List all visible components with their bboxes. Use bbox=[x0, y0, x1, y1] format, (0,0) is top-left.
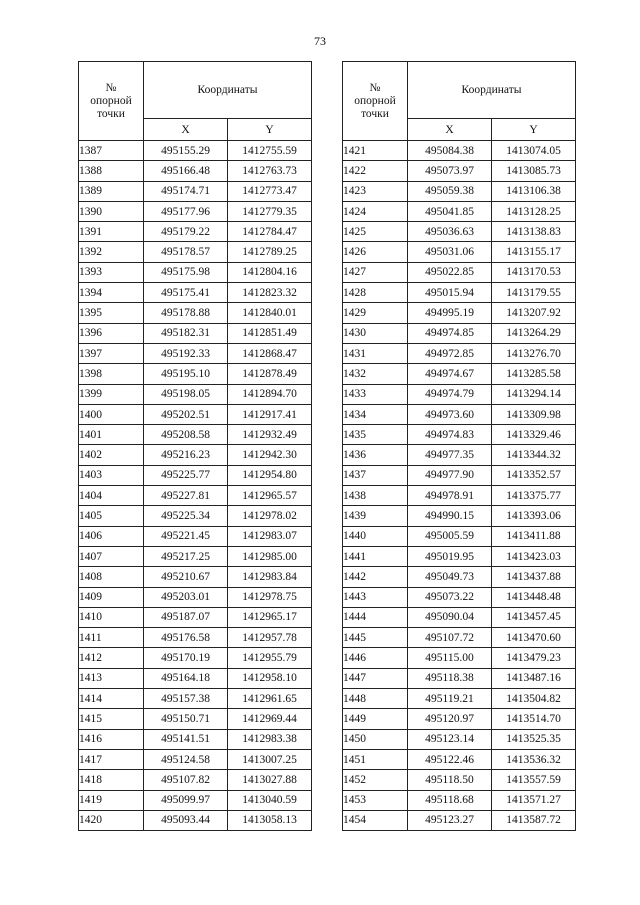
cell-point-number: 1427 bbox=[343, 262, 408, 282]
table-row bbox=[343, 709, 576, 729]
table-row bbox=[343, 222, 576, 242]
cell-point-number: 1419 bbox=[79, 790, 144, 810]
header-point-number bbox=[343, 62, 408, 141]
cell-x: 495073.22 bbox=[408, 587, 492, 607]
cell-y: 1413470.60 bbox=[492, 628, 576, 648]
cell-x: 495208.58 bbox=[144, 425, 228, 445]
cell-x: 495041.85 bbox=[408, 201, 492, 221]
cell-point-number: 1452 bbox=[343, 770, 408, 790]
table-row bbox=[343, 283, 576, 303]
cell-x: 494974.83 bbox=[408, 425, 492, 445]
cell-point-number: 1430 bbox=[343, 323, 408, 343]
cell-point-number: 1409 bbox=[79, 587, 144, 607]
cell-point-number: 1440 bbox=[343, 526, 408, 546]
cell-x: 495227.81 bbox=[144, 486, 228, 506]
table-row bbox=[79, 526, 312, 546]
header-point-number bbox=[79, 62, 144, 141]
cell-x: 495123.14 bbox=[408, 729, 492, 749]
cell-y: 1413487.16 bbox=[492, 668, 576, 688]
cell-point-number: 1422 bbox=[343, 161, 408, 181]
cell-point-number: 1435 bbox=[343, 425, 408, 445]
table-row bbox=[79, 181, 312, 201]
cell-point-number: 1438 bbox=[343, 486, 408, 506]
cell-point-number: 1415 bbox=[79, 709, 144, 729]
cell-x: 495178.57 bbox=[144, 242, 228, 262]
cell-x: 494974.79 bbox=[408, 384, 492, 404]
cell-x: 495124.58 bbox=[144, 749, 228, 769]
page-number: 73 bbox=[314, 34, 326, 48]
cell-y: 1413128.25 bbox=[492, 201, 576, 221]
table-row bbox=[79, 790, 312, 810]
cell-y: 1412965.17 bbox=[228, 607, 312, 627]
table-body-left bbox=[79, 141, 312, 831]
table-row bbox=[79, 222, 312, 242]
table-row bbox=[343, 729, 576, 749]
cell-point-number: 1397 bbox=[79, 343, 144, 363]
cell-point-number: 1446 bbox=[343, 648, 408, 668]
table-row bbox=[343, 343, 576, 363]
cell-y: 1413155.17 bbox=[492, 242, 576, 262]
header-num-word1: опорной bbox=[354, 94, 396, 107]
coordinates-table-left bbox=[78, 61, 312, 831]
header-num-word2: точки bbox=[97, 107, 125, 120]
cell-y: 1413074.05 bbox=[492, 141, 576, 161]
table-row bbox=[79, 283, 312, 303]
table-row bbox=[343, 425, 576, 445]
table-row bbox=[343, 689, 576, 709]
table-row bbox=[79, 587, 312, 607]
table-row bbox=[79, 729, 312, 749]
cell-x: 494973.60 bbox=[408, 404, 492, 424]
cell-x: 495192.33 bbox=[144, 343, 228, 363]
table-row bbox=[343, 161, 576, 181]
cell-y: 1413423.03 bbox=[492, 546, 576, 566]
table-row bbox=[79, 506, 312, 526]
cell-x: 495123.27 bbox=[408, 810, 492, 830]
cell-x: 495170.19 bbox=[144, 648, 228, 668]
cell-x: 495119.21 bbox=[408, 689, 492, 709]
table-row bbox=[79, 343, 312, 363]
cell-point-number: 1432 bbox=[343, 364, 408, 384]
cell-x: 495118.50 bbox=[408, 770, 492, 790]
header-num-sign: № bbox=[369, 81, 381, 94]
cell-point-number: 1428 bbox=[343, 283, 408, 303]
cell-point-number: 1448 bbox=[343, 689, 408, 709]
table-row bbox=[343, 242, 576, 262]
cell-point-number: 1426 bbox=[343, 242, 408, 262]
cell-y: 1412804.16 bbox=[228, 262, 312, 282]
table-row bbox=[343, 465, 576, 485]
cell-point-number: 1453 bbox=[343, 790, 408, 810]
cell-point-number: 1445 bbox=[343, 628, 408, 648]
cell-point-number: 1418 bbox=[79, 770, 144, 790]
table-row bbox=[343, 587, 576, 607]
cell-point-number: 1388 bbox=[79, 161, 144, 181]
cell-point-number: 1434 bbox=[343, 404, 408, 424]
cell-x: 495093.44 bbox=[144, 810, 228, 830]
table-row bbox=[79, 770, 312, 790]
cell-y: 1412784.47 bbox=[228, 222, 312, 242]
cell-y: 1412965.57 bbox=[228, 486, 312, 506]
table-row bbox=[79, 262, 312, 282]
cell-x: 494977.35 bbox=[408, 445, 492, 465]
cell-y: 1413138.83 bbox=[492, 222, 576, 242]
cell-y: 1413557.59 bbox=[492, 770, 576, 790]
cell-y: 1412955.79 bbox=[228, 648, 312, 668]
cell-x: 495217.25 bbox=[144, 546, 228, 566]
cell-point-number: 1441 bbox=[343, 546, 408, 566]
table-row bbox=[79, 648, 312, 668]
cell-point-number: 1421 bbox=[343, 141, 408, 161]
cell-y: 1412958.10 bbox=[228, 668, 312, 688]
cell-x: 495118.38 bbox=[408, 668, 492, 688]
cell-x: 495059.38 bbox=[408, 181, 492, 201]
table-row bbox=[343, 770, 576, 790]
cell-x: 495178.88 bbox=[144, 303, 228, 323]
table-row bbox=[79, 303, 312, 323]
cell-y: 1412878.49 bbox=[228, 364, 312, 384]
table-row bbox=[343, 303, 576, 323]
cell-y: 1413179.55 bbox=[492, 283, 576, 303]
cell-y: 1413207.92 bbox=[492, 303, 576, 323]
cell-x: 495099.97 bbox=[144, 790, 228, 810]
cell-x: 495107.82 bbox=[144, 770, 228, 790]
cell-x: 495015.94 bbox=[408, 283, 492, 303]
cell-point-number: 1404 bbox=[79, 486, 144, 506]
cell-x: 495166.48 bbox=[144, 161, 228, 181]
table-row bbox=[79, 425, 312, 445]
header-coordinates: Координаты bbox=[408, 62, 576, 119]
cell-x: 495198.05 bbox=[144, 384, 228, 404]
table-row bbox=[343, 749, 576, 769]
cell-point-number: 1416 bbox=[79, 729, 144, 749]
cell-point-number: 1433 bbox=[343, 384, 408, 404]
table-row bbox=[79, 201, 312, 221]
cell-x: 495141.51 bbox=[144, 729, 228, 749]
table-row bbox=[79, 404, 312, 424]
cell-x: 494978.91 bbox=[408, 486, 492, 506]
cell-x: 495203.01 bbox=[144, 587, 228, 607]
cell-y: 1412840.01 bbox=[228, 303, 312, 323]
cell-y: 1413457.45 bbox=[492, 607, 576, 627]
table-row bbox=[343, 790, 576, 810]
cell-y: 1412868.47 bbox=[228, 343, 312, 363]
cell-point-number: 1447 bbox=[343, 668, 408, 688]
cell-y: 1413504.82 bbox=[492, 689, 576, 709]
cell-point-number: 1431 bbox=[343, 343, 408, 363]
table-row bbox=[343, 181, 576, 201]
table-row bbox=[79, 546, 312, 566]
header-y: Y bbox=[228, 119, 312, 141]
cell-x: 495175.98 bbox=[144, 262, 228, 282]
cell-y: 1413375.77 bbox=[492, 486, 576, 506]
cell-point-number: 1414 bbox=[79, 689, 144, 709]
cell-x: 495187.07 bbox=[144, 607, 228, 627]
cell-x: 494995.19 bbox=[408, 303, 492, 323]
cell-point-number: 1391 bbox=[79, 222, 144, 242]
cell-x: 495225.77 bbox=[144, 465, 228, 485]
table-row bbox=[343, 526, 576, 546]
table-row bbox=[343, 810, 576, 830]
cell-point-number: 1436 bbox=[343, 445, 408, 465]
cell-point-number: 1395 bbox=[79, 303, 144, 323]
table-row bbox=[79, 141, 312, 161]
cell-x: 495176.58 bbox=[144, 628, 228, 648]
table-row bbox=[343, 445, 576, 465]
cell-x: 495157.38 bbox=[144, 689, 228, 709]
cell-point-number: 1444 bbox=[343, 607, 408, 627]
cell-point-number: 1392 bbox=[79, 242, 144, 262]
cell-point-number: 1403 bbox=[79, 465, 144, 485]
cell-x: 494974.85 bbox=[408, 323, 492, 343]
cell-point-number: 1405 bbox=[79, 506, 144, 526]
cell-x: 494990.15 bbox=[408, 506, 492, 526]
table-row bbox=[79, 607, 312, 627]
table-row bbox=[343, 546, 576, 566]
cell-y: 1413170.53 bbox=[492, 262, 576, 282]
cell-x: 495107.72 bbox=[408, 628, 492, 648]
table-row bbox=[343, 648, 576, 668]
cell-y: 1413058.13 bbox=[228, 810, 312, 830]
table-body-right bbox=[343, 141, 576, 831]
cell-y: 1412894.70 bbox=[228, 384, 312, 404]
cell-point-number: 1389 bbox=[79, 181, 144, 201]
cell-y: 1413007.25 bbox=[228, 749, 312, 769]
table-row bbox=[343, 628, 576, 648]
cell-y: 1413285.58 bbox=[492, 364, 576, 384]
cell-point-number: 1400 bbox=[79, 404, 144, 424]
table-row bbox=[79, 445, 312, 465]
cell-y: 1413514.70 bbox=[492, 709, 576, 729]
cell-y: 1412978.75 bbox=[228, 587, 312, 607]
table-row bbox=[79, 161, 312, 181]
cell-x: 495216.23 bbox=[144, 445, 228, 465]
cell-y: 1413525.35 bbox=[492, 729, 576, 749]
table-row bbox=[79, 323, 312, 343]
table-row bbox=[343, 201, 576, 221]
cell-point-number: 1420 bbox=[79, 810, 144, 830]
cell-point-number: 1425 bbox=[343, 222, 408, 242]
table-row bbox=[343, 262, 576, 282]
cell-x: 495115.00 bbox=[408, 648, 492, 668]
cell-y: 1413393.06 bbox=[492, 506, 576, 526]
cell-point-number: 1417 bbox=[79, 749, 144, 769]
cell-point-number: 1442 bbox=[343, 567, 408, 587]
cell-point-number: 1412 bbox=[79, 648, 144, 668]
cell-y: 1412789.25 bbox=[228, 242, 312, 262]
cell-y: 1412779.35 bbox=[228, 201, 312, 221]
cell-y: 1412983.07 bbox=[228, 526, 312, 546]
table-row bbox=[79, 364, 312, 384]
cell-y: 1412983.38 bbox=[228, 729, 312, 749]
table-row bbox=[343, 141, 576, 161]
cell-x: 495031.06 bbox=[408, 242, 492, 262]
cell-x: 495225.34 bbox=[144, 506, 228, 526]
cell-point-number: 1429 bbox=[343, 303, 408, 323]
cell-x: 495221.45 bbox=[144, 526, 228, 546]
cell-y: 1412969.44 bbox=[228, 709, 312, 729]
cell-point-number: 1390 bbox=[79, 201, 144, 221]
cell-x: 495175.41 bbox=[144, 283, 228, 303]
cell-y: 1413085.73 bbox=[492, 161, 576, 181]
table-row bbox=[343, 668, 576, 688]
cell-point-number: 1407 bbox=[79, 546, 144, 566]
cell-x: 495210.67 bbox=[144, 567, 228, 587]
cell-point-number: 1399 bbox=[79, 384, 144, 404]
cell-y: 1413264.29 bbox=[492, 323, 576, 343]
cell-point-number: 1387 bbox=[79, 141, 144, 161]
coordinates-table-right bbox=[342, 61, 576, 831]
table-row bbox=[79, 384, 312, 404]
cell-point-number: 1413 bbox=[79, 668, 144, 688]
cell-x: 494977.90 bbox=[408, 465, 492, 485]
table-row bbox=[343, 364, 576, 384]
cell-y: 1413571.27 bbox=[492, 790, 576, 810]
header-num-sign: № bbox=[105, 81, 117, 94]
cell-x: 495164.18 bbox=[144, 668, 228, 688]
cell-x: 495174.71 bbox=[144, 181, 228, 201]
table-row bbox=[79, 465, 312, 485]
cell-y: 1412763.73 bbox=[228, 161, 312, 181]
cell-x: 495084.38 bbox=[408, 141, 492, 161]
cell-y: 1413027.88 bbox=[228, 770, 312, 790]
cell-x: 495179.22 bbox=[144, 222, 228, 242]
cell-y: 1412961.65 bbox=[228, 689, 312, 709]
table-row bbox=[79, 689, 312, 709]
cell-y: 1412823.32 bbox=[228, 283, 312, 303]
cell-y: 1413276.70 bbox=[492, 343, 576, 363]
table-row bbox=[79, 810, 312, 830]
cell-x: 495022.85 bbox=[408, 262, 492, 282]
cell-y: 1413448.48 bbox=[492, 587, 576, 607]
cell-y: 1412978.02 bbox=[228, 506, 312, 526]
cell-x: 495177.96 bbox=[144, 201, 228, 221]
header-num-word2: точки bbox=[361, 107, 389, 120]
cell-y: 1412954.80 bbox=[228, 465, 312, 485]
cell-point-number: 1449 bbox=[343, 709, 408, 729]
cell-y: 1413587.72 bbox=[492, 810, 576, 830]
cell-y: 1413437.88 bbox=[492, 567, 576, 587]
cell-x: 495202.51 bbox=[144, 404, 228, 424]
cell-point-number: 1401 bbox=[79, 425, 144, 445]
cell-point-number: 1394 bbox=[79, 283, 144, 303]
cell-point-number: 1402 bbox=[79, 445, 144, 465]
cell-x: 495005.59 bbox=[408, 526, 492, 546]
cell-y: 1412985.00 bbox=[228, 546, 312, 566]
cell-y: 1412932.49 bbox=[228, 425, 312, 445]
cell-x: 495155.29 bbox=[144, 141, 228, 161]
table-row bbox=[79, 668, 312, 688]
table-row bbox=[79, 242, 312, 262]
cell-x: 495073.97 bbox=[408, 161, 492, 181]
cell-y: 1413479.23 bbox=[492, 648, 576, 668]
cell-point-number: 1396 bbox=[79, 323, 144, 343]
cell-point-number: 1443 bbox=[343, 587, 408, 607]
header-coordinates: Координаты bbox=[144, 62, 312, 119]
table-row bbox=[79, 749, 312, 769]
cell-point-number: 1408 bbox=[79, 567, 144, 587]
cell-point-number: 1439 bbox=[343, 506, 408, 526]
cell-y: 1413536.32 bbox=[492, 749, 576, 769]
cell-x: 495150.71 bbox=[144, 709, 228, 729]
table-row bbox=[343, 506, 576, 526]
table-row bbox=[79, 628, 312, 648]
cell-y: 1413309.98 bbox=[492, 404, 576, 424]
table-row bbox=[343, 384, 576, 404]
cell-x: 494974.67 bbox=[408, 364, 492, 384]
cell-y: 1413329.46 bbox=[492, 425, 576, 445]
cell-point-number: 1398 bbox=[79, 364, 144, 384]
table-row bbox=[79, 709, 312, 729]
cell-x: 494972.85 bbox=[408, 343, 492, 363]
table-row bbox=[79, 486, 312, 506]
cell-y: 1413040.59 bbox=[228, 790, 312, 810]
cell-y: 1413106.38 bbox=[492, 181, 576, 201]
cell-y: 1413344.32 bbox=[492, 445, 576, 465]
cell-y: 1413411.88 bbox=[492, 526, 576, 546]
cell-x: 495195.10 bbox=[144, 364, 228, 384]
cell-y: 1412773.47 bbox=[228, 181, 312, 201]
header-y: Y bbox=[492, 119, 576, 141]
cell-x: 495019.95 bbox=[408, 546, 492, 566]
cell-point-number: 1411 bbox=[79, 628, 144, 648]
cell-y: 1412917.41 bbox=[228, 404, 312, 424]
table-row bbox=[79, 567, 312, 587]
cell-y: 1413294.14 bbox=[492, 384, 576, 404]
cell-x: 495036.63 bbox=[408, 222, 492, 242]
cell-point-number: 1451 bbox=[343, 749, 408, 769]
table-row bbox=[343, 486, 576, 506]
cell-x: 495122.46 bbox=[408, 749, 492, 769]
cell-point-number: 1454 bbox=[343, 810, 408, 830]
cell-x: 495090.04 bbox=[408, 607, 492, 627]
cell-y: 1412957.78 bbox=[228, 628, 312, 648]
table-row bbox=[343, 607, 576, 627]
cell-x: 495118.68 bbox=[408, 790, 492, 810]
table-row bbox=[343, 404, 576, 424]
cell-point-number: 1424 bbox=[343, 201, 408, 221]
header-num-word1: опорной bbox=[90, 94, 132, 107]
cell-point-number: 1393 bbox=[79, 262, 144, 282]
table-row bbox=[343, 567, 576, 587]
cell-point-number: 1450 bbox=[343, 729, 408, 749]
cell-y: 1412851.49 bbox=[228, 323, 312, 343]
table-row bbox=[343, 323, 576, 343]
cell-x: 495049.73 bbox=[408, 567, 492, 587]
cell-y: 1412983.84 bbox=[228, 567, 312, 587]
header-x: X bbox=[144, 119, 228, 141]
cell-y: 1413352.57 bbox=[492, 465, 576, 485]
cell-point-number: 1423 bbox=[343, 181, 408, 201]
cell-point-number: 1410 bbox=[79, 607, 144, 627]
header-x: X bbox=[408, 119, 492, 141]
cell-y: 1412755.59 bbox=[228, 141, 312, 161]
cell-x: 495120.97 bbox=[408, 709, 492, 729]
cell-point-number: 1437 bbox=[343, 465, 408, 485]
cell-x: 495182.31 bbox=[144, 323, 228, 343]
cell-point-number: 1406 bbox=[79, 526, 144, 546]
cell-y: 1412942.30 bbox=[228, 445, 312, 465]
